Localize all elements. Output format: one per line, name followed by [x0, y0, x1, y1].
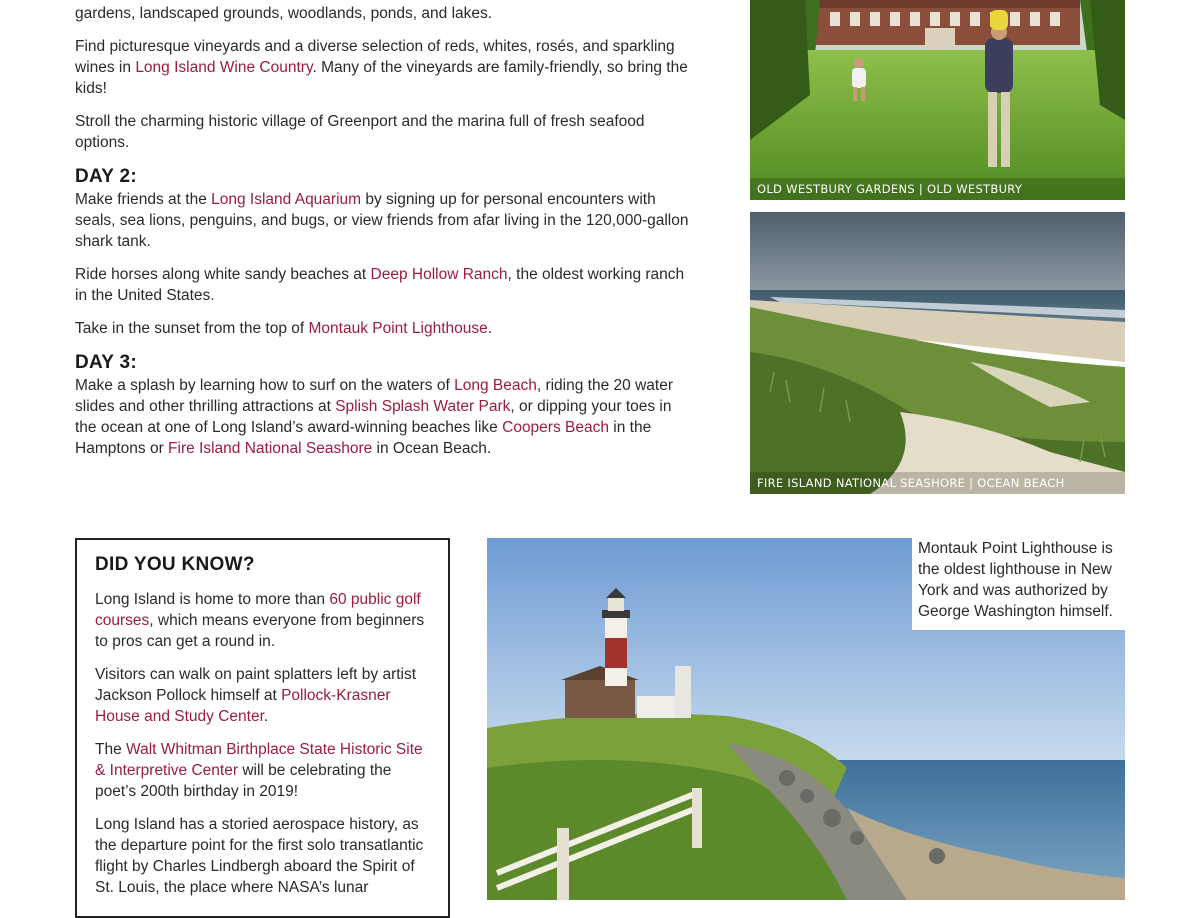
wine-paragraph: Find picturesque vineyards and a diverse selection of reds, whites, rosés, and sparkling wines in Long Island Wine Country. Many of the vineyards are family-friendly, so bring the kids! [75, 38, 688, 97]
aquarium-link[interactable]: Long Island Aquarium [211, 191, 362, 208]
greenport-paragraph: Stroll the charming historic village of Greenport and the marina full of fresh seafood options. [75, 113, 645, 151]
did-you-know-box [75, 538, 450, 918]
day2-heading: DAY 2: [75, 166, 138, 187]
coopers-beach-link[interactable]: Coopers Beach [502, 419, 609, 436]
wine-country-link[interactable]: Long Island Wine Country [135, 59, 313, 76]
photo-caption-old-westbury: OLD WESTBURY GARDENS | OLD WESTBURY [757, 182, 1023, 196]
fact-aerospace: Long Island has a storied aerospace history, as the departure point for the first solo transatlantic flight by Charles Lindbergh aboard the Spirit of St. Louis, the place where NASA’s lunar [95, 816, 424, 896]
lighthouse-link[interactable]: Montauk Point Lighthouse [308, 320, 488, 337]
fire-island-link[interactable]: Fire Island National Seashore [168, 440, 373, 457]
lighthouse-callout: Montauk Point Lighthouse is the oldest lighthouse in New York and was authorized by George Washington himself. [912, 538, 1125, 630]
aquarium-paragraph: Make friends at the Long Island Aquarium by signing up for personal encounters with seals, sea lions, penguins, and bugs, or view friends from afar living in the 120,000-gallon shark tank. [75, 191, 689, 250]
golf-courses-link[interactable]: 60 public golf courses [95, 591, 421, 629]
ranch-paragraph: Ride horses along white sandy beaches at Deep Hollow Ranch, the oldest working ranch in the United States. [75, 266, 685, 304]
intro-line: gardens, landscaped grounds, woodlands, ponds, and lakes. [75, 5, 493, 22]
lighthouse-paragraph: Take in the sunset from the top of Montauk Point Lighthouse. [75, 320, 493, 337]
pollock-krasner-link[interactable]: Pollock-Krasner House and Study Center [95, 687, 391, 725]
splash-paragraph: Make a splash by learning how to surf on the waters of Long Beach, riding the 20 water slides and other thrilling attractions at Splish Splash Water Park, or dipping your toes in the ocean at one of Long Island’s award-winning beaches like Coopers Beach in the Hamptons or Fire Island National Seashore in Ocean Beach. [75, 377, 673, 457]
day3-heading: DAY 3: [75, 352, 138, 373]
old-westbury-gardens-photo [750, 0, 1125, 200]
did-you-know-heading: DID YOU KNOW? [95, 554, 255, 575]
fire-island-seashore-photo [750, 212, 1125, 494]
splish-splash-link[interactable]: Splish Splash Water Park [335, 398, 511, 415]
fact-golf: Long Island is home to more than 60 public golf courses, which means everyone from beginners to pros can get a round in. [95, 591, 425, 650]
ranch-link[interactable]: Deep Hollow Ranch [370, 266, 508, 283]
fact-whitman: The Walt Whitman Birthplace State Historic Site & Interpretive Center will be celebrating the poet’s 200th birthday in 2019! [95, 741, 423, 800]
walt-whitman-link[interactable]: Walt Whitman Birthplace State Historic Site & Interpretive Center [95, 741, 423, 779]
photo-caption-fire-island: FIRE ISLAND NATIONAL SEASHORE | OCEAN BEACH [757, 476, 1065, 490]
fact-pollock: Visitors can walk on paint splatters left by artist Jackson Pollock himself at Pollock-Krasner House and Study Center. [95, 666, 417, 725]
itinerary-column [75, 3, 695, 471]
long-beach-link[interactable]: Long Beach [454, 377, 537, 394]
